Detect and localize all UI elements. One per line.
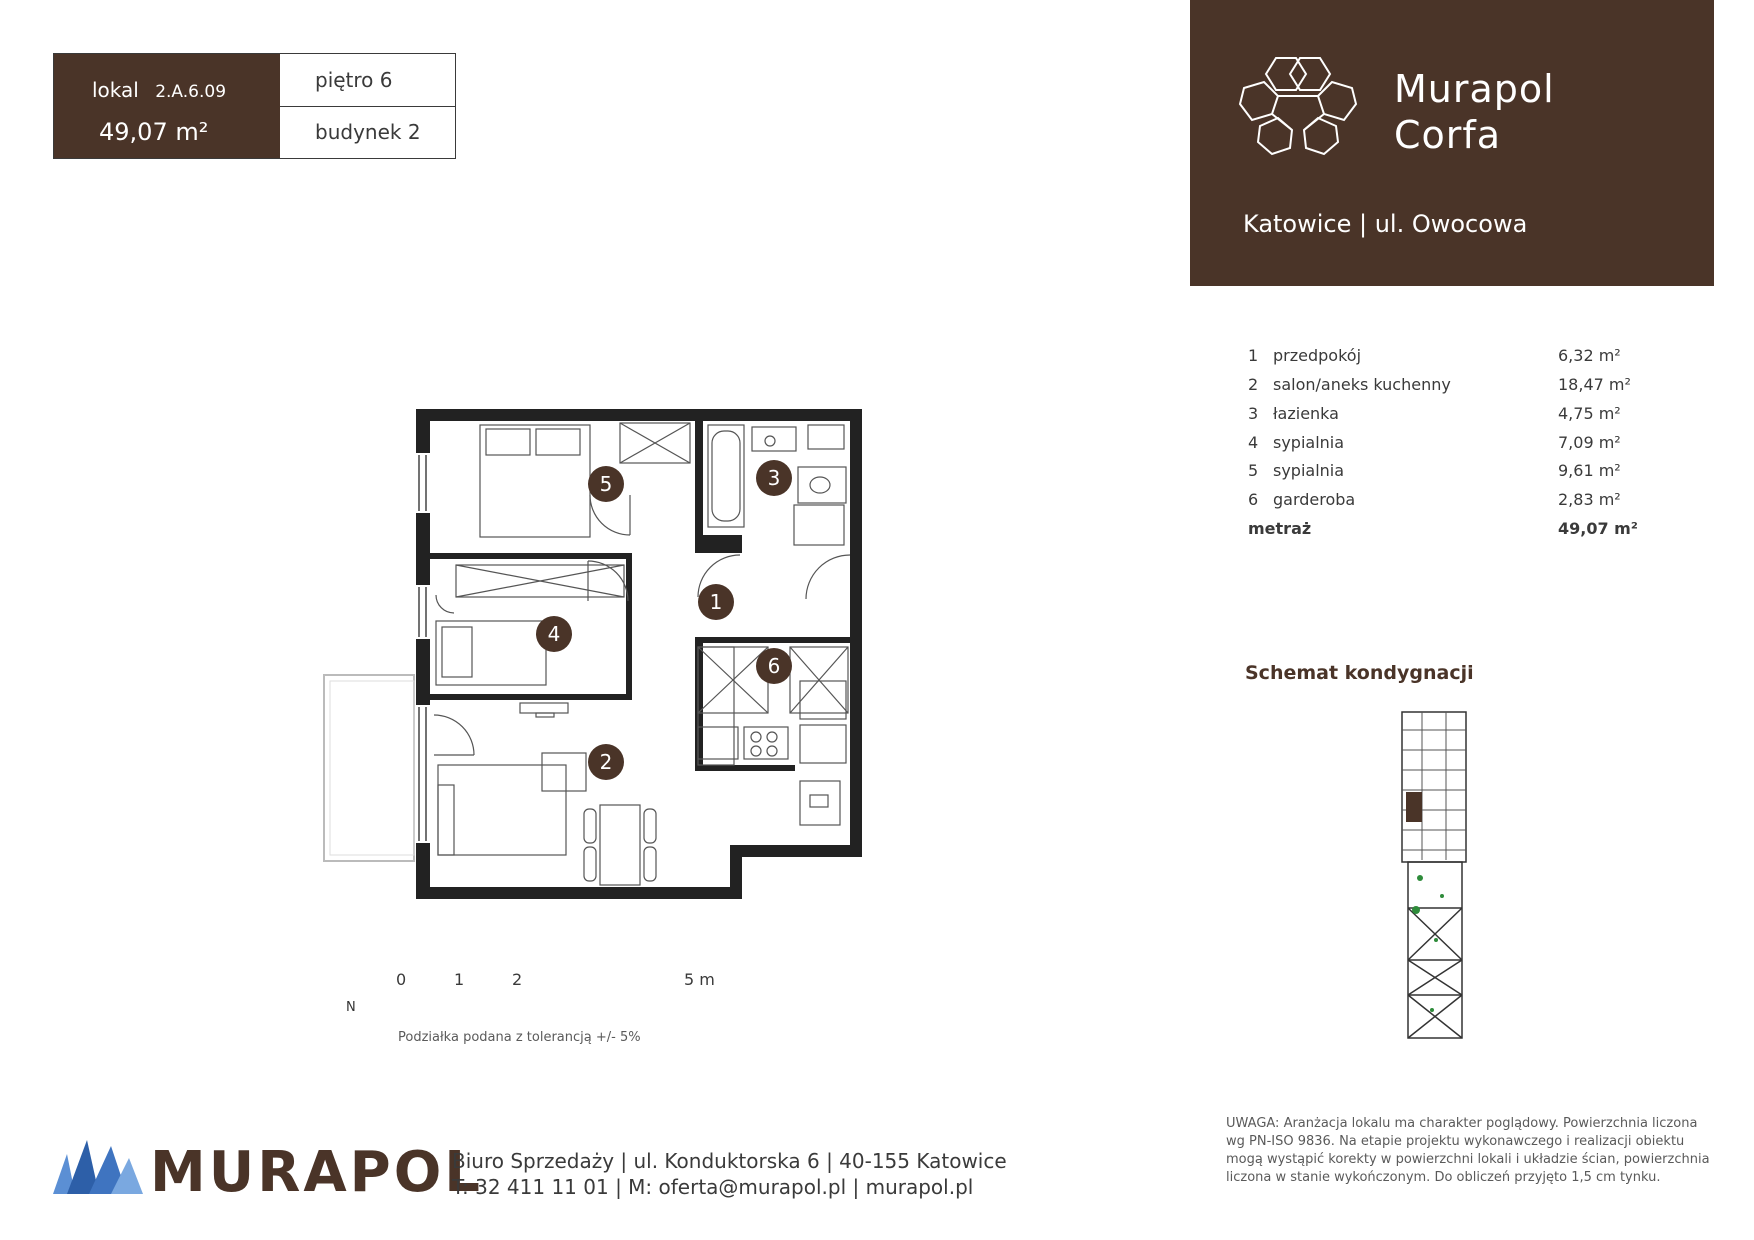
scale-label-5m: 5 m [684, 970, 715, 989]
scale-label-0: 0 [396, 970, 407, 989]
scale-label-2: 2 [512, 970, 523, 989]
room-area: 18,47 m² [1558, 375, 1631, 394]
room-area: 7,09 m² [1558, 433, 1621, 452]
room-number: 1 [1248, 346, 1259, 365]
brand-location: Katowice | ul. Owocowa [1243, 210, 1528, 238]
room-number: 2 [1248, 375, 1259, 394]
brand-name-line1: Murapol [1394, 67, 1555, 111]
room-number: 3 [1248, 404, 1259, 423]
murapol-logo-icon [53, 1140, 143, 1194]
room-row [1248, 375, 1668, 401]
room-name: przedpokój [1273, 346, 1362, 365]
total-area: 49,07 m² [1558, 519, 1638, 538]
unit-building-cell [280, 106, 455, 158]
room-name: łazienka [1273, 404, 1339, 423]
room-badge-5: 5 [588, 466, 624, 502]
unit-area: 49,07 m² [99, 118, 209, 146]
floor-schema-title: Schemat kondygnacji [1245, 662, 1474, 684]
unit-floor-cell [280, 54, 455, 107]
room-name: sypialnia [1273, 433, 1345, 452]
room-badge-3: 3 [756, 460, 792, 496]
room-number: 4 [1248, 433, 1259, 452]
room-area: 9,61 m² [1558, 461, 1621, 480]
unit-building: budynek 2 [315, 120, 421, 144]
murapol-corfa-logo-icon [1238, 52, 1358, 156]
room-row [1248, 404, 1668, 430]
room-name: salon/aneks kuchenny [1273, 375, 1451, 394]
room-row [1248, 490, 1668, 516]
room-badge-6: 6 [756, 648, 792, 684]
unit-code-line [92, 78, 226, 102]
room-name: garderoba [1273, 490, 1356, 509]
scale-tolerance-note: Podziałka podana z tolerancją +/- 5% [398, 1030, 641, 1045]
room-number: 6 [1248, 490, 1259, 509]
exterior-walls [416, 409, 862, 899]
room-row [1248, 461, 1668, 487]
unit-lokal-label: lokal [92, 78, 139, 102]
north-label: N [346, 1000, 356, 1015]
room-badge-1: 1 [698, 584, 734, 620]
room-area: 4,75 m² [1558, 404, 1621, 423]
room-badge-4: 4 [536, 616, 572, 652]
unit-code: 2.A.6.09 [155, 82, 227, 102]
room-row [1248, 433, 1668, 459]
room-number: 5 [1248, 461, 1259, 480]
room-badge-2: 2 [588, 744, 624, 780]
balcony-outline [324, 675, 414, 861]
floor-schema-diagram [1392, 710, 1472, 1040]
unit-location-panel [280, 54, 455, 158]
scale-label-1: 1 [454, 970, 465, 989]
brand-header [1190, 0, 1714, 286]
room-name: sypialnia [1273, 461, 1345, 480]
total-row [1248, 519, 1668, 545]
unit-info-box [53, 53, 456, 159]
brand-name-line2: Corfa [1394, 113, 1502, 157]
unit-floor: piętro 6 [315, 68, 393, 92]
room-row [1248, 346, 1668, 372]
room-area: 2,83 m² [1558, 490, 1621, 509]
room-area: 6,32 m² [1558, 346, 1621, 365]
disclaimer-note: UWAGA: Aranżacja lokalu ma charakter poglądowy. Powierzchnia liczona wg PN-ISO 9836. Na etapie projektu wykonawczego i realizacji obiektu mogą wystąpić korekty w powierzchni lokali i układzie ścian, powierzchnia liczona w stanie wykończonym. Do obliczeń przyjęto 1,5 cm tynku. [1226, 1116, 1710, 1185]
total-label: metraż [1248, 519, 1312, 538]
footer-contact: T: 32 411 11 01 | M: oferta@murapol.pl | murapol.pl [452, 1175, 974, 1199]
unit-area-panel [54, 54, 280, 158]
footer-brand-name: MURAPOL [150, 1140, 483, 1205]
footer-address: Biuro Sprzedaży | ul. Konduktorska 6 | 40-155 Katowice [452, 1149, 1007, 1173]
